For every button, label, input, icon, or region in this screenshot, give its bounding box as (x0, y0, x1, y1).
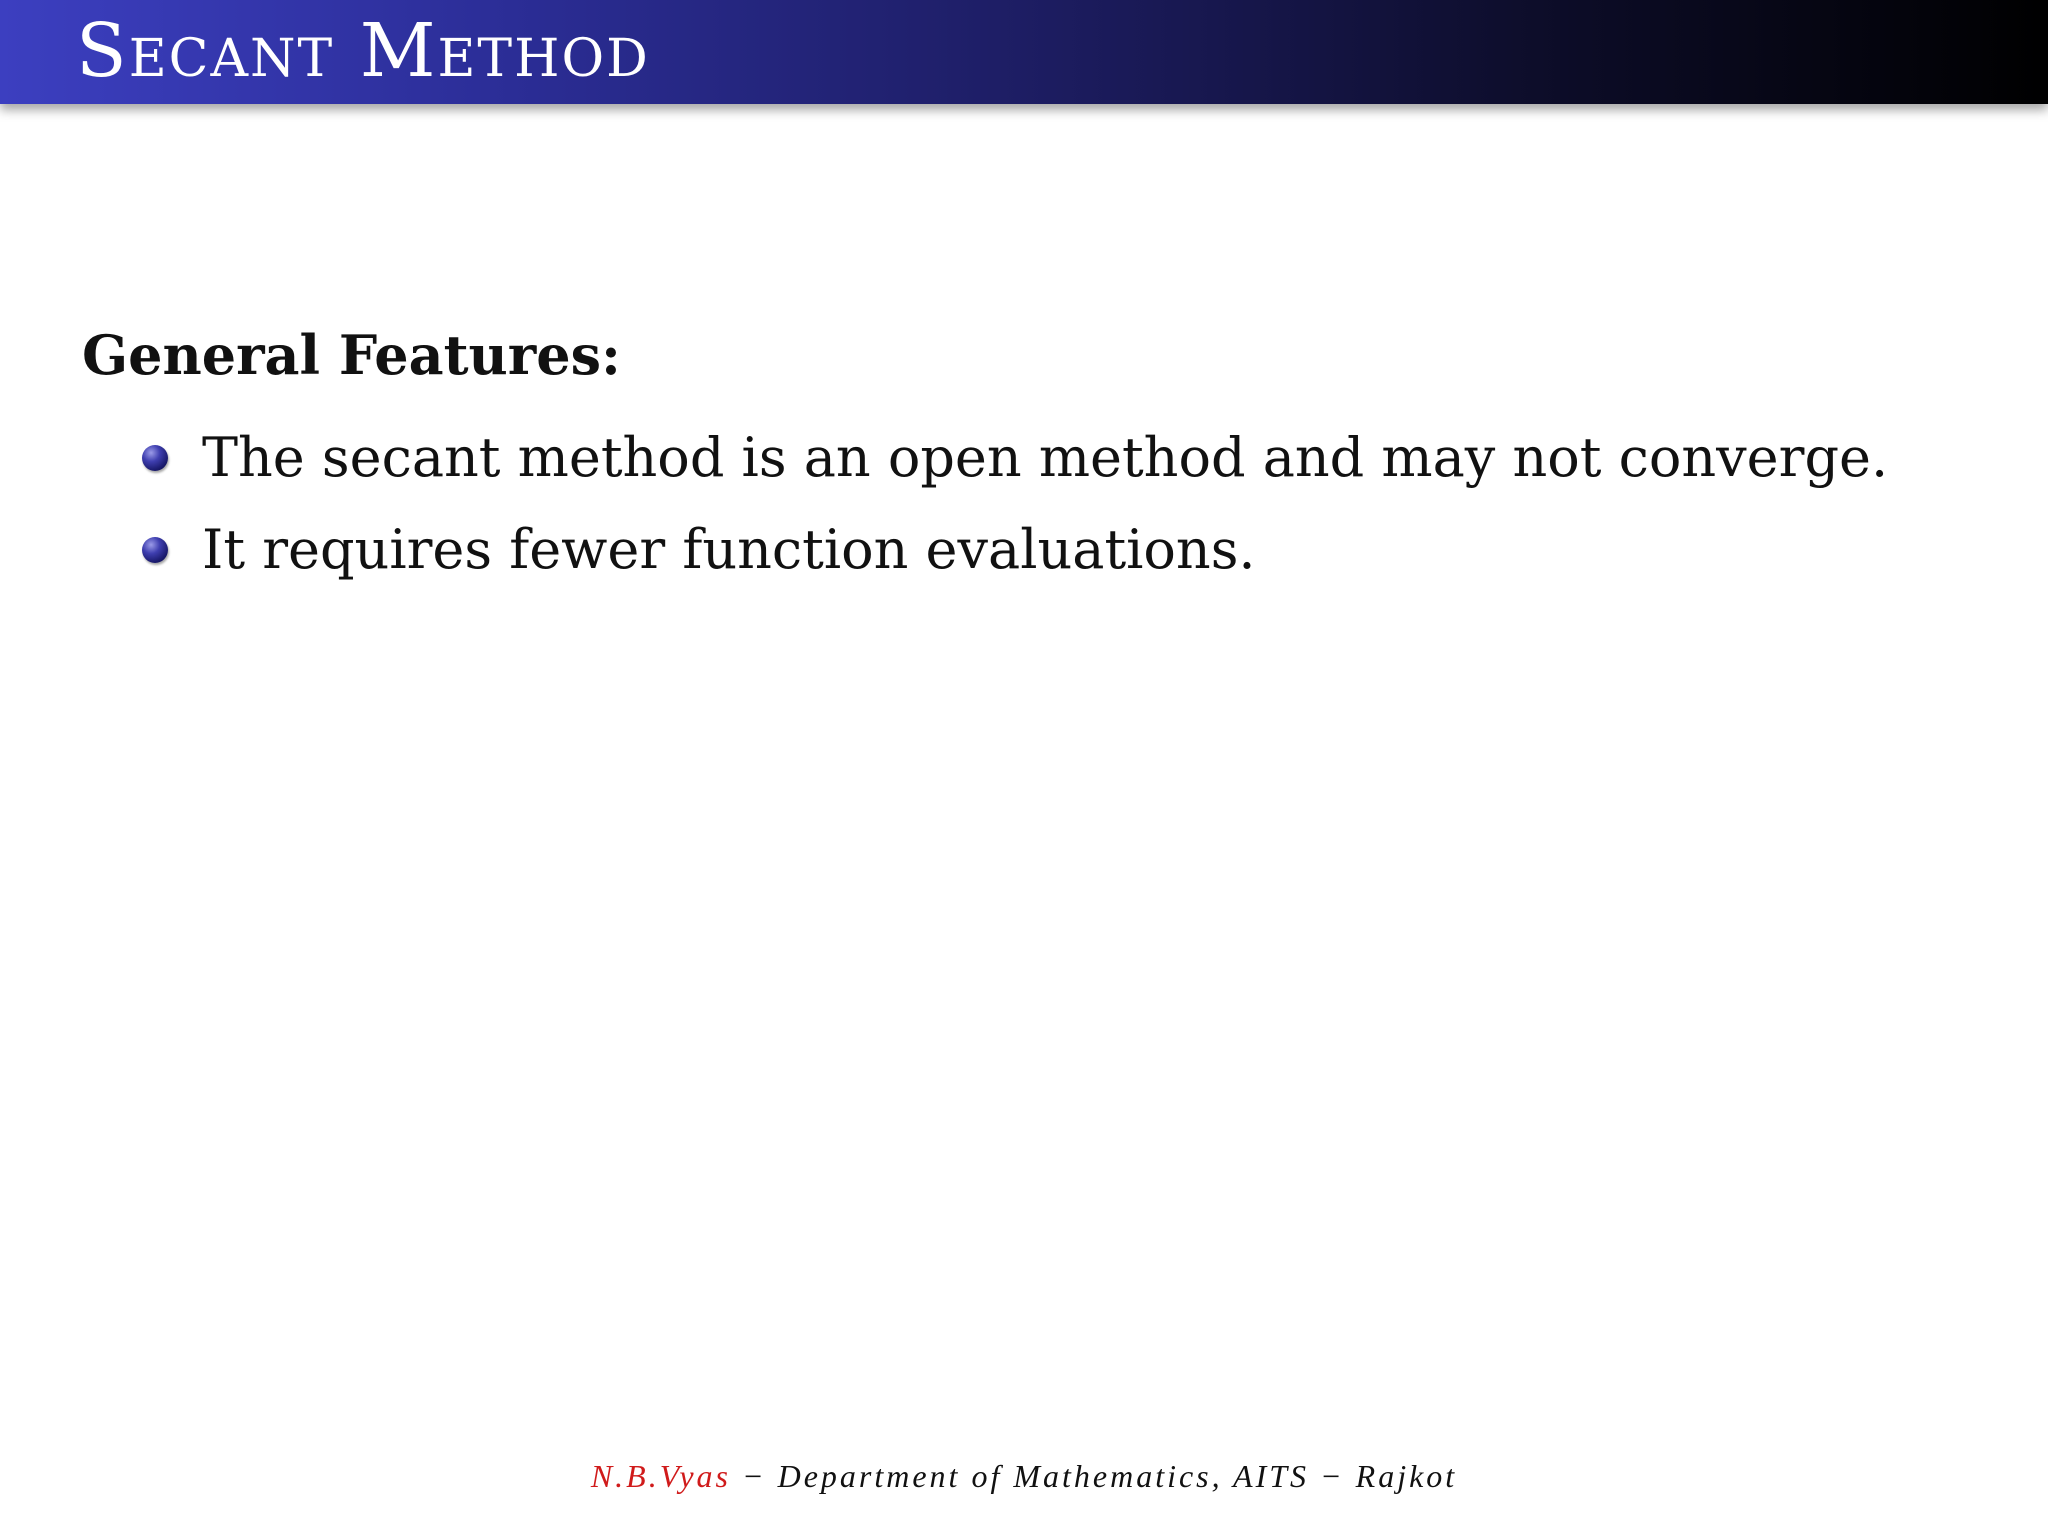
footer-location: Rajkot (1355, 1458, 1458, 1494)
footer-separator: − (730, 1458, 778, 1494)
bullet-text: The secant method is an open method and may not converge. (202, 426, 1889, 489)
title-bar (0, 0, 2048, 104)
list-item (142, 504, 1982, 596)
slide-content (82, 318, 1982, 596)
footer (0, 1458, 2048, 1495)
section-heading: General Features: (82, 323, 621, 387)
ball-bullet-icon (142, 445, 168, 471)
footer-separator: − (1309, 1458, 1356, 1494)
bullet-text: It requires fewer function evaluations. (202, 518, 1256, 581)
footer-author: N.B.Vyas (590, 1458, 731, 1494)
bullet-list (82, 412, 1982, 596)
slide-title: Secant Method (76, 8, 650, 94)
list-item (142, 412, 1982, 504)
ball-bullet-icon (142, 537, 168, 563)
footer-department: Department of Mathematics, AITS (777, 1458, 1310, 1494)
